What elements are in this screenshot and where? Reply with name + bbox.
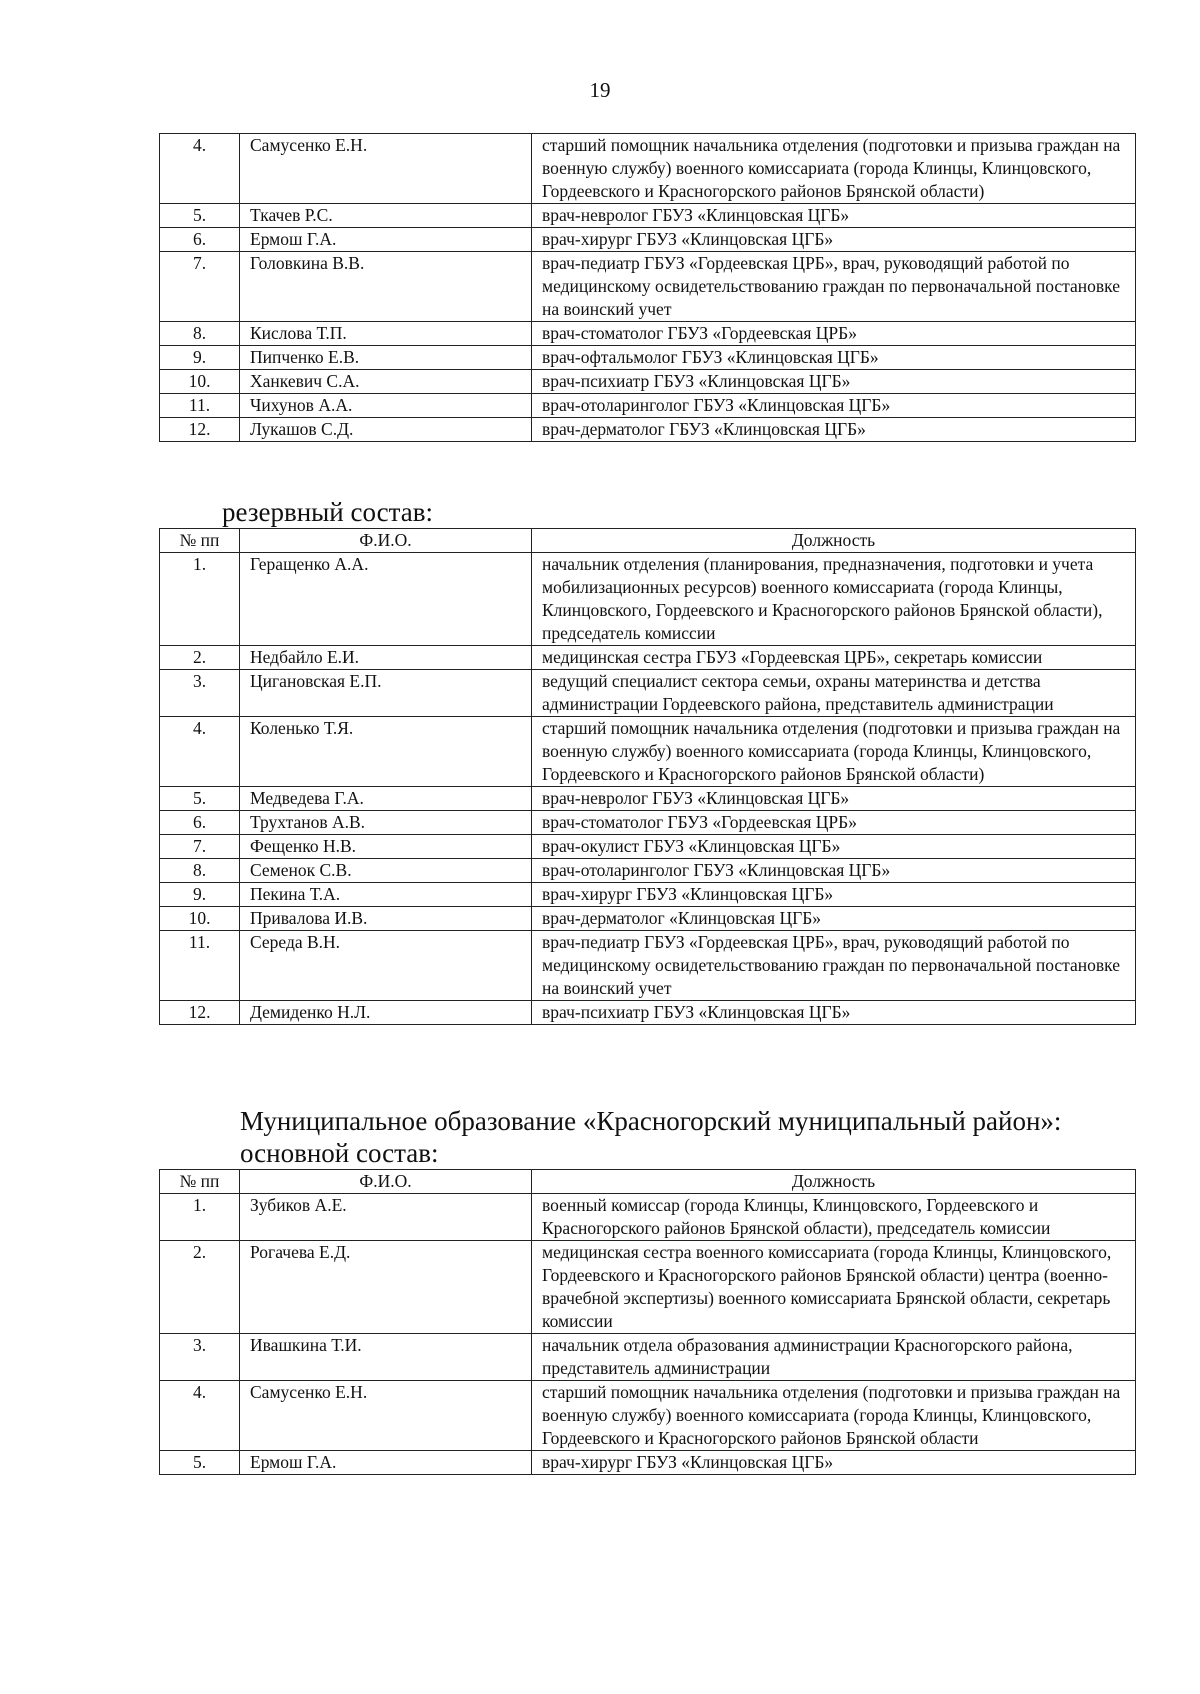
member-name: Середа В.Н.: [240, 931, 532, 1001]
member-position: старший помощник начальника отделения (подготовки и призыва граждан на военную службу) военного комиссариата (города Клинцы, Клинцовского, Гордеевского и Красногорского районов Брянской области): [532, 717, 1136, 787]
table-row: [160, 1241, 1136, 1334]
row-number: 10.: [160, 907, 240, 931]
member-position: врач-отоларинголог ГБУЗ «Клинцовская ЦГБ»: [532, 859, 1136, 883]
table-row: [160, 859, 1136, 883]
row-number: 3.: [160, 670, 240, 717]
member-position: врач-хирург ГБУЗ «Клинцовская ЦГБ»: [532, 1451, 1136, 1475]
member-name: Лукашов С.Д.: [240, 418, 532, 442]
member-name: Медведева Г.А.: [240, 787, 532, 811]
member-name: Ивашкина Т.И.: [240, 1334, 532, 1381]
table-row: [160, 717, 1136, 787]
table-row: [160, 346, 1136, 370]
row-number: 2.: [160, 1241, 240, 1334]
member-position: врач-офтальмолог ГБУЗ «Клинцовская ЦГБ»: [532, 346, 1136, 370]
table-row: [160, 787, 1136, 811]
member-name: Привалова И.В.: [240, 907, 532, 931]
main-composition-table-continued: [159, 133, 1136, 442]
table-row: [160, 1001, 1136, 1025]
member-position: врач-стоматолог ГБУЗ «Гордеевская ЦРБ»: [532, 322, 1136, 346]
reserve-composition-table: [159, 528, 1136, 1025]
table-header-row: [160, 1170, 1136, 1194]
row-number: 2.: [160, 646, 240, 670]
member-position: врач-дерматолог «Клинцовская ЦГБ»: [532, 907, 1136, 931]
table-row: [160, 322, 1136, 346]
member-name: Цигановская Е.П.: [240, 670, 532, 717]
member-name: Семенок С.В.: [240, 859, 532, 883]
table-header-row: [160, 529, 1136, 553]
row-number: 8.: [160, 322, 240, 346]
table-row: [160, 1451, 1136, 1475]
header-number: № пп: [160, 1170, 240, 1194]
header-number: № пп: [160, 529, 240, 553]
row-number: 4.: [160, 1381, 240, 1451]
row-number: 12.: [160, 418, 240, 442]
member-position: врач-психиатр ГБУЗ «Клинцовская ЦГБ»: [532, 370, 1136, 394]
header-name: Ф.И.О.: [240, 529, 532, 553]
table-row: [160, 204, 1136, 228]
member-name: Демиденко Н.Л.: [240, 1001, 532, 1025]
member-name: Геращенко А.А.: [240, 553, 532, 646]
member-name: Ермош Г.А.: [240, 1451, 532, 1475]
member-name: Головкина В.В.: [240, 252, 532, 322]
member-name: Зубиков А.Е.: [240, 1194, 532, 1241]
member-name: Трухтанов А.В.: [240, 811, 532, 835]
header-position: Должность: [532, 1170, 1136, 1194]
row-number: 1.: [160, 553, 240, 646]
table-row: [160, 931, 1136, 1001]
table-row: [160, 134, 1136, 204]
member-name: Самусенко Е.Н.: [240, 134, 532, 204]
member-position: врач-хирург ГБУЗ «Клинцовская ЦГБ»: [532, 228, 1136, 252]
row-number: 8.: [160, 859, 240, 883]
table-row: [160, 394, 1136, 418]
row-number: 9.: [160, 883, 240, 907]
member-position: врач-невролог ГБУЗ «Клинцовская ЦГБ»: [532, 204, 1136, 228]
member-name: Рогачева Е.Д.: [240, 1241, 532, 1334]
header-name: Ф.И.О.: [240, 1170, 532, 1194]
member-position: врач-педиатр ГБУЗ «Гордеевская ЦРБ», врач, руководящий работой по медицинскому освидетельствованию граждан по первоначальной постановке на воинский учет: [532, 252, 1136, 322]
member-position: начальник отделения (планирования, предназначения, подготовки и учета мобилизационных ресурсов) военного комиссариата (города Клинцы, Клинцовского, Гордеевского и Красногорского районов Брянской области), председатель комиссии: [532, 553, 1136, 646]
member-position: начальник отдела образования администрации Красногорского района, представитель администрации: [532, 1334, 1136, 1381]
member-name: Фещенко Н.В.: [240, 835, 532, 859]
municipality-heading: Муниципальное образование «Красногорский муниципальный район»:: [240, 1106, 1062, 1136]
table-row: [160, 228, 1136, 252]
table-row: [160, 252, 1136, 322]
table-row: [160, 646, 1136, 670]
main-composition-heading: основной состав:: [240, 1138, 439, 1168]
member-position: медицинская сестра ГБУЗ «Гордеевская ЦРБ», секретарь комиссии: [532, 646, 1136, 670]
member-position: военный комиссар (города Клинцы, Клинцовского, Гордеевского и Красногорского районов Брянской области), председатель комиссии: [532, 1194, 1136, 1241]
member-name: Недбайло Е.И.: [240, 646, 532, 670]
reserve-composition-heading: резервный состав:: [222, 497, 434, 527]
table-row: [160, 907, 1136, 931]
member-position: врач-невролог ГБУЗ «Клинцовская ЦГБ»: [532, 787, 1136, 811]
table-row: [160, 1334, 1136, 1381]
member-name: Кислова Т.П.: [240, 322, 532, 346]
table-row: [160, 811, 1136, 835]
member-position: врач-дерматолог ГБУЗ «Клинцовская ЦГБ»: [532, 418, 1136, 442]
row-number: 10.: [160, 370, 240, 394]
row-number: 7.: [160, 252, 240, 322]
member-name: Пипченко Е.В.: [240, 346, 532, 370]
krasnogorsky-main-composition-table: [159, 1169, 1136, 1475]
member-name: Коленько Т.Я.: [240, 717, 532, 787]
row-number: 6.: [160, 228, 240, 252]
row-number: 5.: [160, 1451, 240, 1475]
member-position: врач-окулист ГБУЗ «Клинцовская ЦГБ»: [532, 835, 1136, 859]
member-position: врач-хирург ГБУЗ «Клинцовская ЦГБ»: [532, 883, 1136, 907]
table-row: [160, 835, 1136, 859]
member-name: Чихунов А.А.: [240, 394, 532, 418]
row-number: 5.: [160, 204, 240, 228]
row-number: 7.: [160, 835, 240, 859]
member-name: Ханкевич С.А.: [240, 370, 532, 394]
row-number: 6.: [160, 811, 240, 835]
member-position: ведущий специалист сектора семьи, охраны материнства и детства администрации Гордеевского района, представитель администрации: [532, 670, 1136, 717]
member-name: Ткачев Р.С.: [240, 204, 532, 228]
table-row: [160, 883, 1136, 907]
table-row: [160, 553, 1136, 646]
header-position: Должность: [532, 529, 1136, 553]
row-number: 12.: [160, 1001, 240, 1025]
row-number: 4.: [160, 717, 240, 787]
member-position: старший помощник начальника отделения (подготовки и призыва граждан на военную службу) военного комиссариата (города Клинцы, Клинцовского, Гордеевского и Красногорского районов Брянской области: [532, 1381, 1136, 1451]
member-name: Пекина Т.А.: [240, 883, 532, 907]
row-number: 9.: [160, 346, 240, 370]
row-number: 11.: [160, 931, 240, 1001]
table-row: [160, 370, 1136, 394]
page-number: 19: [589, 78, 611, 102]
row-number: 5.: [160, 787, 240, 811]
member-name: Ермош Г.А.: [240, 228, 532, 252]
table-row: [160, 1381, 1136, 1451]
member-position: медицинская сестра военного комиссариата (города Клинцы, Клинцовского, Гордеевского и Красногорского районов Брянской области) центра (военно-врачебной экспертизы) военного комиссариата Брянской области, секретарь комиссии: [532, 1241, 1136, 1334]
row-number: 4.: [160, 134, 240, 204]
row-number: 1.: [160, 1194, 240, 1241]
member-position: врач-стоматолог ГБУЗ «Гордеевская ЦРБ»: [532, 811, 1136, 835]
member-position: врач-психиатр ГБУЗ «Клинцовская ЦГБ»: [532, 1001, 1136, 1025]
row-number: 3.: [160, 1334, 240, 1381]
member-position: врач-педиатр ГБУЗ «Гордеевская ЦРБ», врач, руководящий работой по медицинскому освидетельствованию граждан по первоначальной постановке на воинский учет: [532, 931, 1136, 1001]
row-number: 11.: [160, 394, 240, 418]
member-position: врач-отоларинголог ГБУЗ «Клинцовская ЦГБ»: [532, 394, 1136, 418]
table-row: [160, 670, 1136, 717]
member-position: старший помощник начальника отделения (подготовки и призыва граждан на военную службу) военного комиссариата (города Клинцы, Клинцовского, Гордеевского и Красногорского районов Брянской области): [532, 134, 1136, 204]
member-name: Самусенко Е.Н.: [240, 1381, 532, 1451]
table-row: [160, 418, 1136, 442]
table-row: [160, 1194, 1136, 1241]
